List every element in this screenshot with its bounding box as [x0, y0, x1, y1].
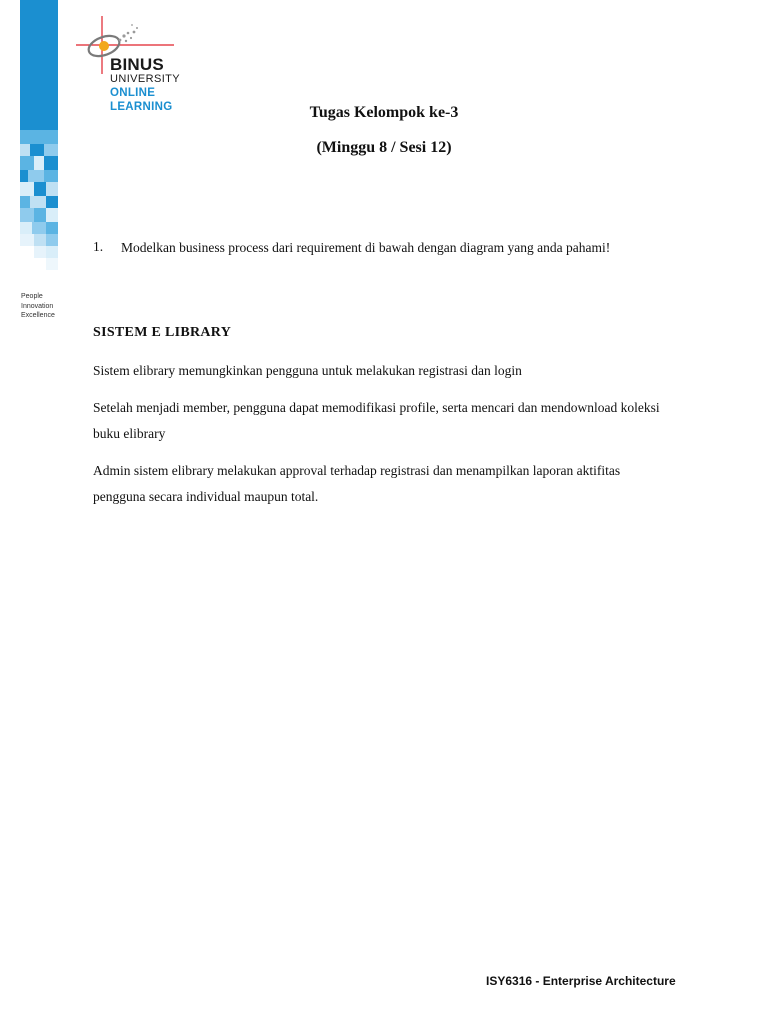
logo-learning: LEARNING: [110, 101, 173, 113]
sidebar-decoration: [20, 0, 58, 275]
logo-university: UNIVERSITY: [110, 73, 181, 85]
document-title: Tugas Kelompok ke-3: [309, 104, 459, 121]
paragraph-3: Admin sistem elibrary melakukan approval terhadap registrasi dan menampilkan laporan aktifitas pengguna secara individual maupun total.: [93, 463, 621, 504]
footer-course: ISY6316 - Enterprise Architecture: [486, 974, 676, 988]
logo-online: ONLINE: [110, 87, 156, 99]
tagline-people: People: [21, 293, 43, 300]
paragraph-1: Sistem elibrary memungkinkan pengguna untuk melakukan registrasi dan login: [93, 363, 522, 378]
section-heading: SISTEM E LIBRARY: [93, 325, 232, 340]
tagline-excellence: Excellence: [21, 312, 55, 319]
paragraph-2: Setelah menjadi member, pengguna dapat memodifikasi profile, serta mencari dan mendownload koleksi buku elibrary: [93, 400, 660, 441]
tagline-innovation: Innovation: [21, 302, 54, 310]
list-item-text: Modelkan business process dari requirement di bawah dengan diagram yang anda pahami!: [121, 240, 611, 255]
logo-binus: BINUS: [110, 55, 164, 74]
document-subtitle: (Minggu 8 / Sesi 12): [316, 139, 452, 156]
list-item-number: 1.: [93, 239, 104, 254]
tagline: [21, 292, 55, 321]
